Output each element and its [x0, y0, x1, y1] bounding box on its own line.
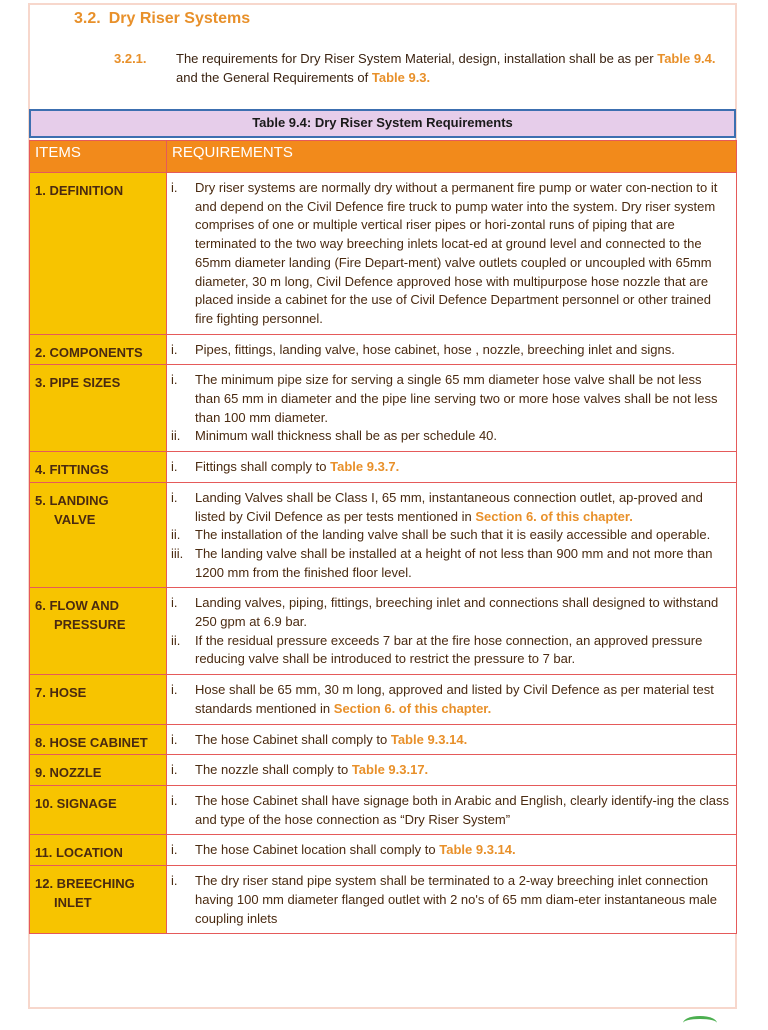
requirement-text-block — [195, 594, 730, 631]
requirements-cell — [167, 482, 737, 588]
requirement-marker: i. — [171, 180, 178, 195]
subclause-3-2-1 — [114, 49, 729, 87]
table-row — [30, 755, 737, 786]
table-row — [30, 785, 737, 834]
table-row — [30, 482, 737, 588]
item-label: 7. HOSE — [35, 685, 87, 701]
section-number: 3.2. — [74, 10, 101, 27]
item-cell — [30, 785, 167, 834]
requirements-cell — [167, 334, 737, 365]
reference-link[interactable]: Section 6. of this chapter. — [333, 700, 492, 716]
requirement-text: The dry riser stand pipe system shall be terminated to a 2-way breeching inlet connection having 100 mm diameter flanged outlet with 2 no's of 65 mm diam-eter instantaneous male coupling inlets — [195, 873, 718, 926]
requirement-item — [171, 594, 730, 631]
item-cell — [30, 724, 167, 755]
table-header-row — [30, 141, 737, 173]
requirement-text: The minimum pipe size for serving a single 65 mm diameter hose valve shall be not less than 65 mm in diameter and the pipe line serving two or more hose valves shall be not less than 100 mm diameter. — [195, 372, 718, 425]
requirement-text: Hose shall be 65 mm, 30 m long, approved and listed by Civil Defence as per material test standards mentioned in — [195, 682, 714, 716]
item-cell — [30, 588, 167, 675]
item-label: 1. DEFINITION — [35, 183, 124, 198]
requirement-text-block — [195, 341, 730, 360]
reference-link[interactable]: Table 9.3.14. — [439, 842, 516, 858]
section-heading — [74, 10, 250, 28]
requirement-text: The hose Cabinet shall have signage both in Arabic and English, clearly identify-ing the class and type of the hose connection as “Dry Riser System” — [195, 792, 730, 827]
requirements-cell — [167, 835, 737, 866]
item-cell — [30, 452, 167, 483]
item-cell — [30, 755, 167, 786]
requirements-cell — [167, 866, 737, 934]
item-cell — [30, 334, 167, 365]
requirements-cell — [167, 785, 737, 834]
table-row — [30, 588, 737, 675]
requirement-text: Landing valves, piping, fittings, breeching inlet and connections shall designed to withstand 250 gpm at 6.9 bar. — [195, 595, 719, 630]
requirement-item — [171, 341, 730, 360]
header-items: ITEMS — [30, 141, 167, 173]
requirements-cell — [167, 588, 737, 675]
requirement-item — [171, 179, 730, 329]
item-label-line2: PRESSURE — [54, 617, 126, 633]
table-row — [30, 866, 737, 934]
requirements-cell — [167, 724, 737, 755]
item-label: 8. HOSE CABINET — [35, 734, 148, 750]
requirement-marker: i. — [171, 489, 178, 505]
item-label: 2. COMPONENTS — [35, 344, 143, 360]
requirement-text-block — [195, 841, 730, 860]
requirement-item — [171, 841, 730, 860]
item-label: 6. FLOW AND — [35, 598, 120, 614]
requirement-text: Pipes, fittings, landing valve, hose cabinet, hose , nozzle, breeching inlet and signs. — [195, 341, 675, 357]
requirement-marker: i. — [171, 595, 178, 611]
requirement-item — [171, 632, 730, 669]
requirement-item — [171, 792, 730, 829]
requirement-text: Minimum wall thickness shall be as per schedule 40. — [195, 428, 498, 444]
item-label: 5. LANDING — [35, 492, 109, 508]
requirement-item — [171, 489, 730, 526]
requirement-marker: i. — [171, 762, 178, 778]
ref-table-9-3-link[interactable]: Table 9.3. — [371, 70, 431, 85]
requirement-text-block — [195, 632, 730, 669]
reference-link[interactable]: Table 9.3.7. — [330, 459, 400, 475]
requirement-item — [171, 731, 730, 750]
requirement-text: The hose Cabinet shall comply to — [195, 731, 388, 747]
item-cell — [30, 866, 167, 934]
item-label: 12. BREECHING — [35, 876, 135, 892]
requirement-marker: i. — [171, 459, 178, 475]
requirement-text-block — [195, 427, 730, 446]
requirement-marker: i. — [171, 341, 178, 357]
requirement-text: Landing Valves shall be Class I, 65 mm, instantaneous connection outlet, ap-proved and listed by Civil Defence as per tests mentioned in — [195, 489, 703, 524]
reference-link[interactable]: Table 9.3.14. — [390, 731, 468, 747]
section-title: Dry Riser Systems — [108, 10, 251, 27]
requirement-item — [171, 872, 730, 928]
requirement-marker: i. — [171, 873, 178, 889]
reference-link[interactable]: Table 9.3.17. — [351, 762, 429, 778]
requirement-text-block — [195, 179, 730, 329]
requirement-text: If the residual pressure exceeds 7 bar at the fire hose connection, an approved pressure reducing valve shall be introduced to restrict the pressure to 7 bar. — [195, 632, 703, 667]
requirement-item — [171, 545, 730, 582]
requirement-item — [171, 761, 730, 780]
requirements-cell — [167, 452, 737, 483]
requirement-marker: ii. — [171, 428, 181, 444]
requirements-table — [29, 140, 737, 934]
item-label: 4. FITTINGS — [35, 462, 109, 478]
table-row — [30, 724, 737, 755]
subclause-number: 3.2.1. — [114, 51, 147, 66]
requirement-text-block — [195, 458, 730, 477]
requirements-cell — [167, 755, 737, 786]
requirement-text: Dry riser systems are normally dry without a permanent fire pump or water con-nection to it and depend on the Civil Defence fire truck to pump water into the system. Dry riser system comprises of one or multiple vertical riser pipes or hori-zontal runs of piping that are terminated to the two way breeching inlets locat-ed at ground level and connected to the 65mm diameter landing (Fire Depart-ment) valve outlets coupled or uncoupled with 65mm diameter, 30 m long, Civil Defence approved hose with multipurpose hose nozzle that are placed inside a cabinet for the use of Civil Defence Department personnel or other trained fire fighting personnel. — [195, 180, 718, 326]
requirement-marker: ii. — [171, 632, 181, 648]
item-label: 11. LOCATION — [35, 845, 123, 861]
requirements-cell — [167, 173, 737, 335]
requirement-text-block — [195, 761, 730, 780]
requirement-text: The hose Cabinet location shall comply to — [195, 842, 436, 858]
item-cell — [30, 482, 167, 588]
requirement-text-block — [195, 526, 730, 545]
requirement-marker: i. — [171, 682, 178, 698]
requirement-item — [171, 371, 730, 427]
subclause-text-mid: and the General Requirements of — [176, 70, 369, 85]
table-caption: Table 9.4: Dry Riser System Requirements — [29, 109, 736, 138]
requirement-text-block — [195, 792, 730, 829]
requirement-item — [171, 681, 730, 718]
requirement-item — [171, 526, 730, 545]
ref-table-9-4-link[interactable]: Table 9.4. — [657, 51, 716, 66]
table-row — [30, 334, 737, 365]
subclause-text — [176, 49, 729, 87]
item-label: 10. SIGNAGE — [35, 795, 117, 811]
table-row — [30, 675, 737, 724]
requirement-text: The installation of the landing valve shall be such that it is easily accessible and operable. — [195, 527, 711, 543]
table-row — [30, 173, 737, 335]
header-requirements: REQUIREMENTS — [167, 141, 737, 173]
table-row — [30, 835, 737, 866]
requirement-marker: i. — [171, 792, 178, 808]
item-cell — [30, 675, 167, 724]
table-row — [30, 452, 737, 483]
requirement-marker: i. — [171, 842, 178, 858]
item-label: 3. PIPE SIZES — [35, 375, 121, 391]
requirements-cell — [167, 675, 737, 724]
requirement-item — [171, 427, 730, 446]
item-cell — [30, 173, 167, 335]
requirement-item — [171, 458, 730, 477]
requirement-text-block — [195, 681, 730, 718]
reference-link[interactable]: Section 6. of this chapter. — [475, 508, 633, 524]
requirement-text-block — [195, 731, 730, 750]
requirement-marker: i. — [171, 731, 178, 747]
requirement-marker: i. — [171, 372, 178, 388]
item-label-line2: INLET — [54, 895, 92, 911]
requirement-marker: iii. — [171, 545, 184, 561]
item-cell — [30, 835, 167, 866]
requirement-text: The landing valve shall be installed at a height of not less than 900 mm and not more than 1200 mm from the finished floor level. — [195, 545, 713, 580]
footer-logo-mark — [683, 1016, 717, 1030]
requirement-text-block — [195, 872, 730, 928]
requirement-marker: ii. — [171, 527, 181, 543]
table-body — [30, 173, 737, 934]
item-label: 9. NOZZLE — [35, 765, 102, 781]
item-label-line2: VALVE — [54, 511, 96, 527]
requirements-cell — [167, 365, 737, 452]
requirement-text-block — [195, 371, 730, 427]
subclause-text-before: The requirements for Dry Riser System Material, design, installation shall be as per — [176, 51, 654, 66]
item-cell — [30, 365, 167, 452]
table-row — [30, 365, 737, 452]
requirement-text: The nozzle shall comply to — [195, 762, 349, 778]
requirement-text: Fittings shall comply to — [195, 459, 327, 475]
requirement-text-block — [195, 545, 730, 582]
requirement-text-block — [195, 489, 730, 526]
